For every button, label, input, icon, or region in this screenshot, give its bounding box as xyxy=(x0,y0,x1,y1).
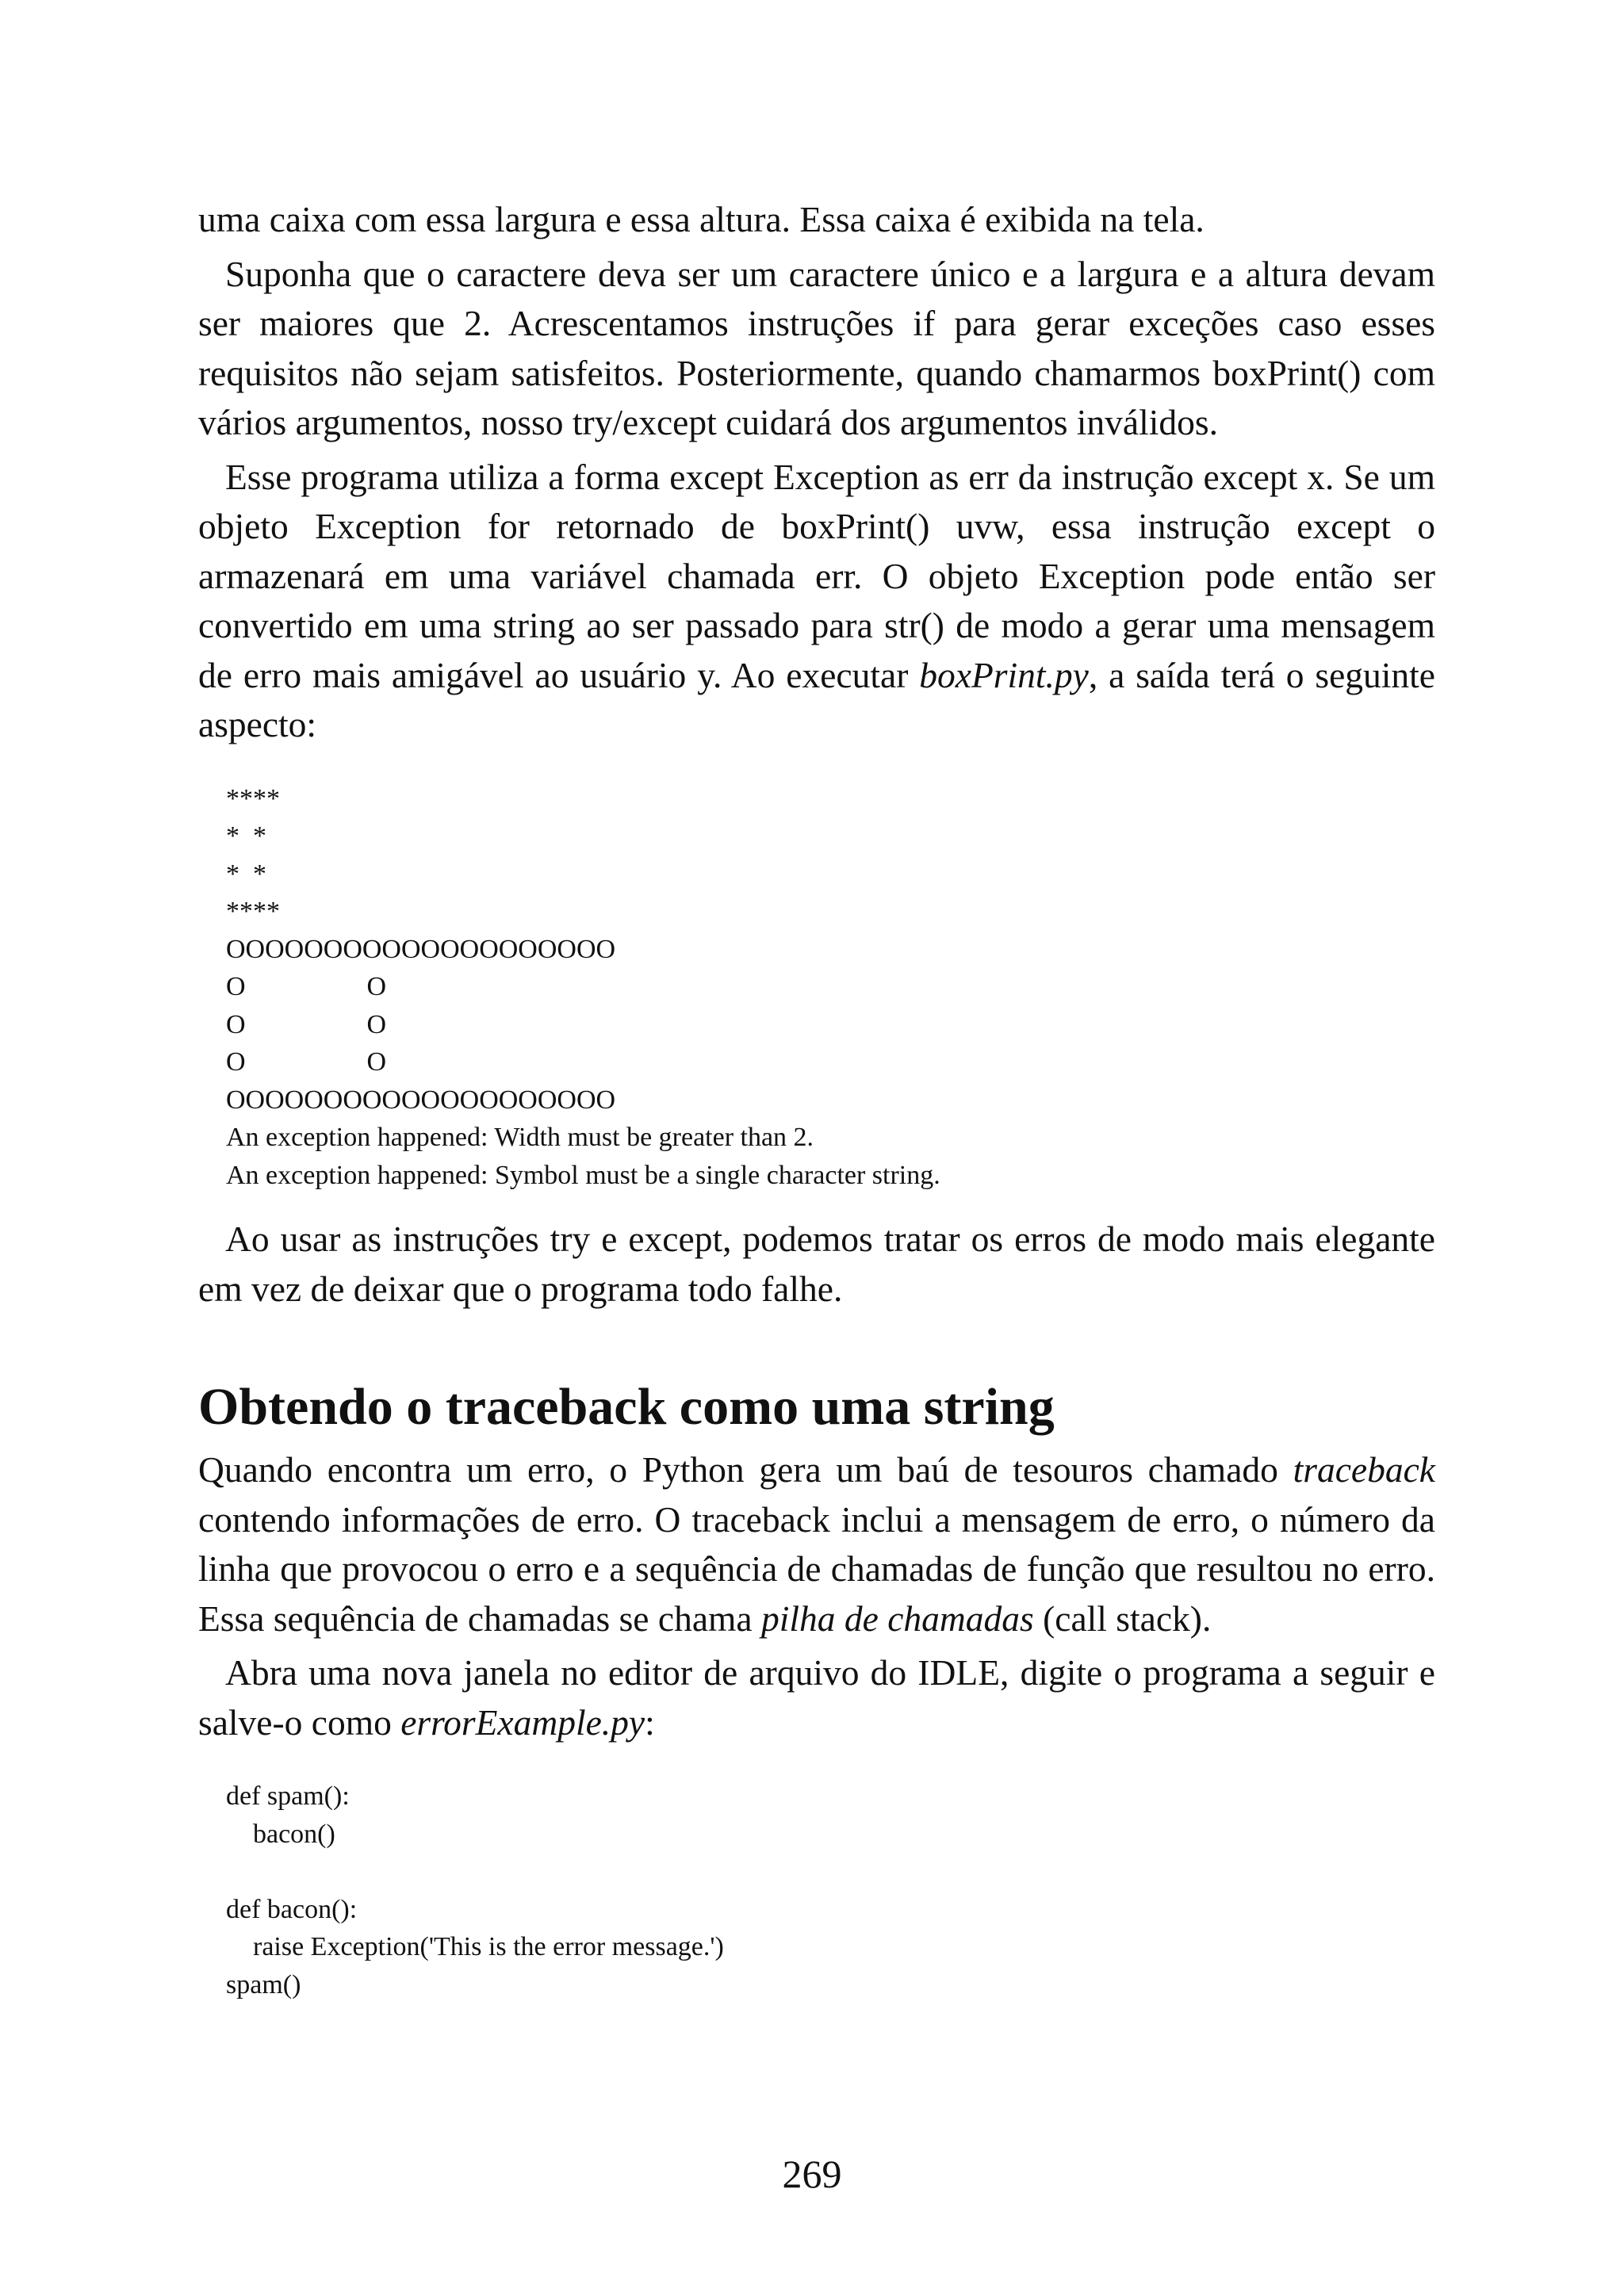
page-content xyxy=(198,195,1435,2024)
filename-errorexample: errorExample.py xyxy=(400,1701,645,1743)
text-span: , a saída terá o seguinte aspecto: xyxy=(198,654,1435,744)
output-line: OOOOOOOOOOOOOOOOOOOO xyxy=(226,1085,616,1115)
code-line: spam() xyxy=(226,1969,301,1999)
section-heading: Obtendo o traceback como uma string xyxy=(198,1378,1055,1436)
program-output-block xyxy=(226,780,1435,1195)
page-number: 269 xyxy=(782,2152,842,2196)
paragraph-requirements: Suponha que o caractere deva ser um caractere único e a largura e a altura devam ser maiores que 2. Acrescentamos instruções if para gerar exceções caso esses requisitos não sejam satisfeitos. Posteriormente, quando chamarmos boxPrint() com vários argumentos, nosso try/except cuidará dos argumentos inválidos. xyxy=(198,253,1435,442)
text-span: Esse programa utiliza a forma except Exception as err da instrução except x. Se um objeto Exception for retornado de boxPrint() uvw, essa instrução except o armazenará em uma variável chamada err. O objeto Exception pode então ser convertido em uma string ao ser passado para str() de modo a gerar uma mensagem de erro mais amigável ao usuário y. Ao executar xyxy=(198,456,1435,695)
text-span: contendo informações de erro. O traceback inclui a mensagem de erro, o número da linha que provocou o erro e a sequência de chamadas de função que resultou no erro. Essa sequência de chamadas se chama xyxy=(198,1498,1435,1639)
paragraph-idle-instructions xyxy=(198,1648,1435,1747)
text-span: (call stack). xyxy=(1033,1598,1212,1639)
code-line: def spam(): xyxy=(226,1781,350,1811)
code-line: raise Exception('This is the error message.') xyxy=(226,1932,724,1961)
output-line: O O xyxy=(226,1047,387,1077)
paragraph-traceback xyxy=(198,1445,1435,1644)
output-line: O O xyxy=(226,972,387,1001)
output-line: An exception happened: Symbol must be a single character string. xyxy=(226,1160,940,1190)
output-line: * * xyxy=(226,821,266,851)
code-line: bacon() xyxy=(226,1819,335,1849)
term-call-stack: pilha de chamadas xyxy=(760,1598,1034,1639)
code-line xyxy=(226,1853,1435,1891)
paragraph-box-intro: uma caixa com essa largura e essa altura. Essa caixa é exibida na tela. xyxy=(198,199,1205,239)
term-traceback: traceback xyxy=(1293,1449,1435,1490)
output-line: **** xyxy=(226,897,280,926)
output-line: **** xyxy=(226,783,280,813)
filename-boxprint: boxPrint.py xyxy=(919,654,1089,695)
output-line: O O xyxy=(226,1009,387,1039)
text-span: Quando encontra um erro, o Python gera um baú de tesouros chamado xyxy=(198,1449,1293,1490)
paragraph-exception-as-err xyxy=(198,453,1435,750)
text-span: Abra uma nova janela no editor de arquivo do IDLE, digite o programa a seguir e salve-o como xyxy=(198,1652,1435,1743)
code-line: def bacon(): xyxy=(226,1894,358,1924)
output-line: An exception happened: Width must be greater than 2. xyxy=(226,1123,814,1152)
output-line: OOOOOOOOOOOOOOOOOOOO xyxy=(226,934,616,964)
output-line: * * xyxy=(226,859,266,889)
text-span: : xyxy=(645,1701,655,1743)
paragraph-try-except-summary: Ao usar as instruções try e except, podemos tratar os erros de modo mais elegante em vez de deixar que o programa todo falhe. xyxy=(198,1219,1435,1309)
code-listing-errorexample xyxy=(226,1777,1435,2003)
